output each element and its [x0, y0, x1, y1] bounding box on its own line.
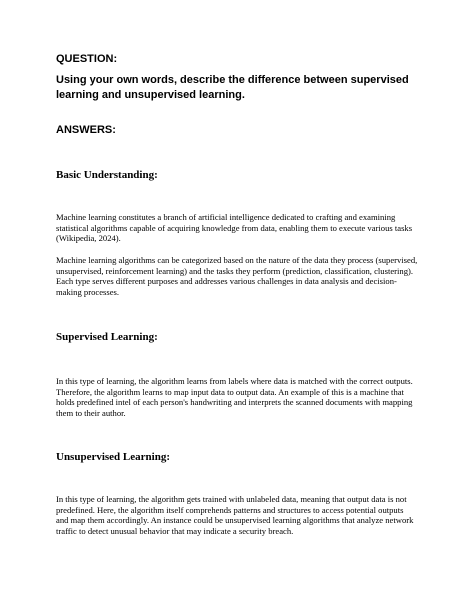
question-label: QUESTION: [56, 53, 118, 65]
unsupervised-learning-heading: Unsupervised Learning: [56, 451, 170, 463]
unsupervised-paragraph: In this type of learning, the algorithm gets trained with unlabeled data, meaning that output data is not predefined. Here, the algorithm itself comprehends patterns and structures to access potential outputs and map them accordingly. An instance could be unsupervised learning algorithms that analyze network traffic to detect unusual behavior that may indicate a security breach. [56, 494, 414, 536]
basic-understanding-heading: Basic Understanding: [56, 169, 158, 181]
supervised-learning-heading: Supervised Learning: [56, 331, 158, 343]
supervised-paragraph: In this type of learning, the algorithm learns from labels where data is matched with the correct outputs. Therefore, the algorithm learns to map input data to output data. An example of this is a machine that holds predefined intel of each person's handwriting and interprets the scanned documents with mapping them to their author. [56, 376, 413, 418]
answers-label: ANSWERS: [56, 124, 116, 136]
question-text: Using your own words, describe the difference between supervised learning and unsupervised learning. [56, 74, 409, 101]
basic-paragraph-2: Machine learning algorithms can be categorized based on the nature of the data they process (supervised, unsupervised, reinforcement learning) and the tasks they perform (prediction, classification, clustering). Each type serves different purposes and addresses various challenges in data analysis and decision-making processes. [56, 255, 418, 297]
basic-paragraph-1: Machine learning constitutes a branch of artificial intelligence dedicated to crafting and examining statistical algorithms capable of acquiring knowledge from data, enabling them to execute various tasks (Wikipedia, 2024). [56, 212, 413, 244]
